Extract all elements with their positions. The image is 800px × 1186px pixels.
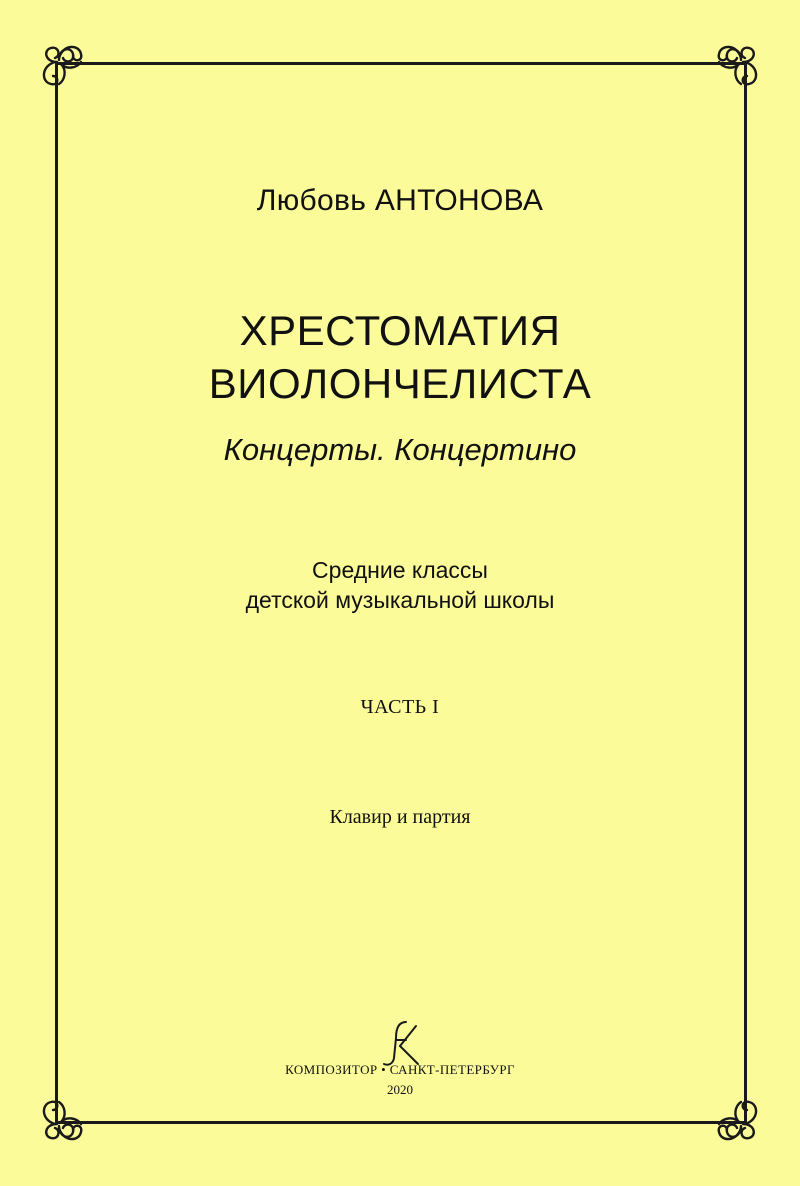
level-line-1: Средние классы	[312, 557, 488, 583]
subtitle: Концерты. Концертино	[223, 432, 577, 467]
kompozitor-logo-icon	[378, 1018, 426, 1068]
corner-ornament-icon	[707, 1090, 763, 1146]
title-line-1: ХРЕСТОМАТИЯ	[239, 307, 561, 354]
publication-year: 2020	[387, 1082, 413, 1097]
edition-label: Клавир и партия	[329, 806, 471, 828]
corner-ornament-icon	[707, 40, 763, 96]
publisher-name: КОМПОЗИТОР • САНКТ-ПЕТЕРБУРГ	[285, 1062, 515, 1077]
corner-ornament-icon	[37, 1090, 93, 1146]
corner-ornament-icon	[37, 40, 93, 96]
level-line-2: детской музыкальной школы	[245, 587, 555, 613]
part-label: ЧАСТЬ I	[360, 696, 440, 718]
title-line-2: ВИОЛОНЧЕЛИСТА	[208, 360, 592, 407]
author-name: Любовь АНТОНОВА	[256, 184, 544, 217]
